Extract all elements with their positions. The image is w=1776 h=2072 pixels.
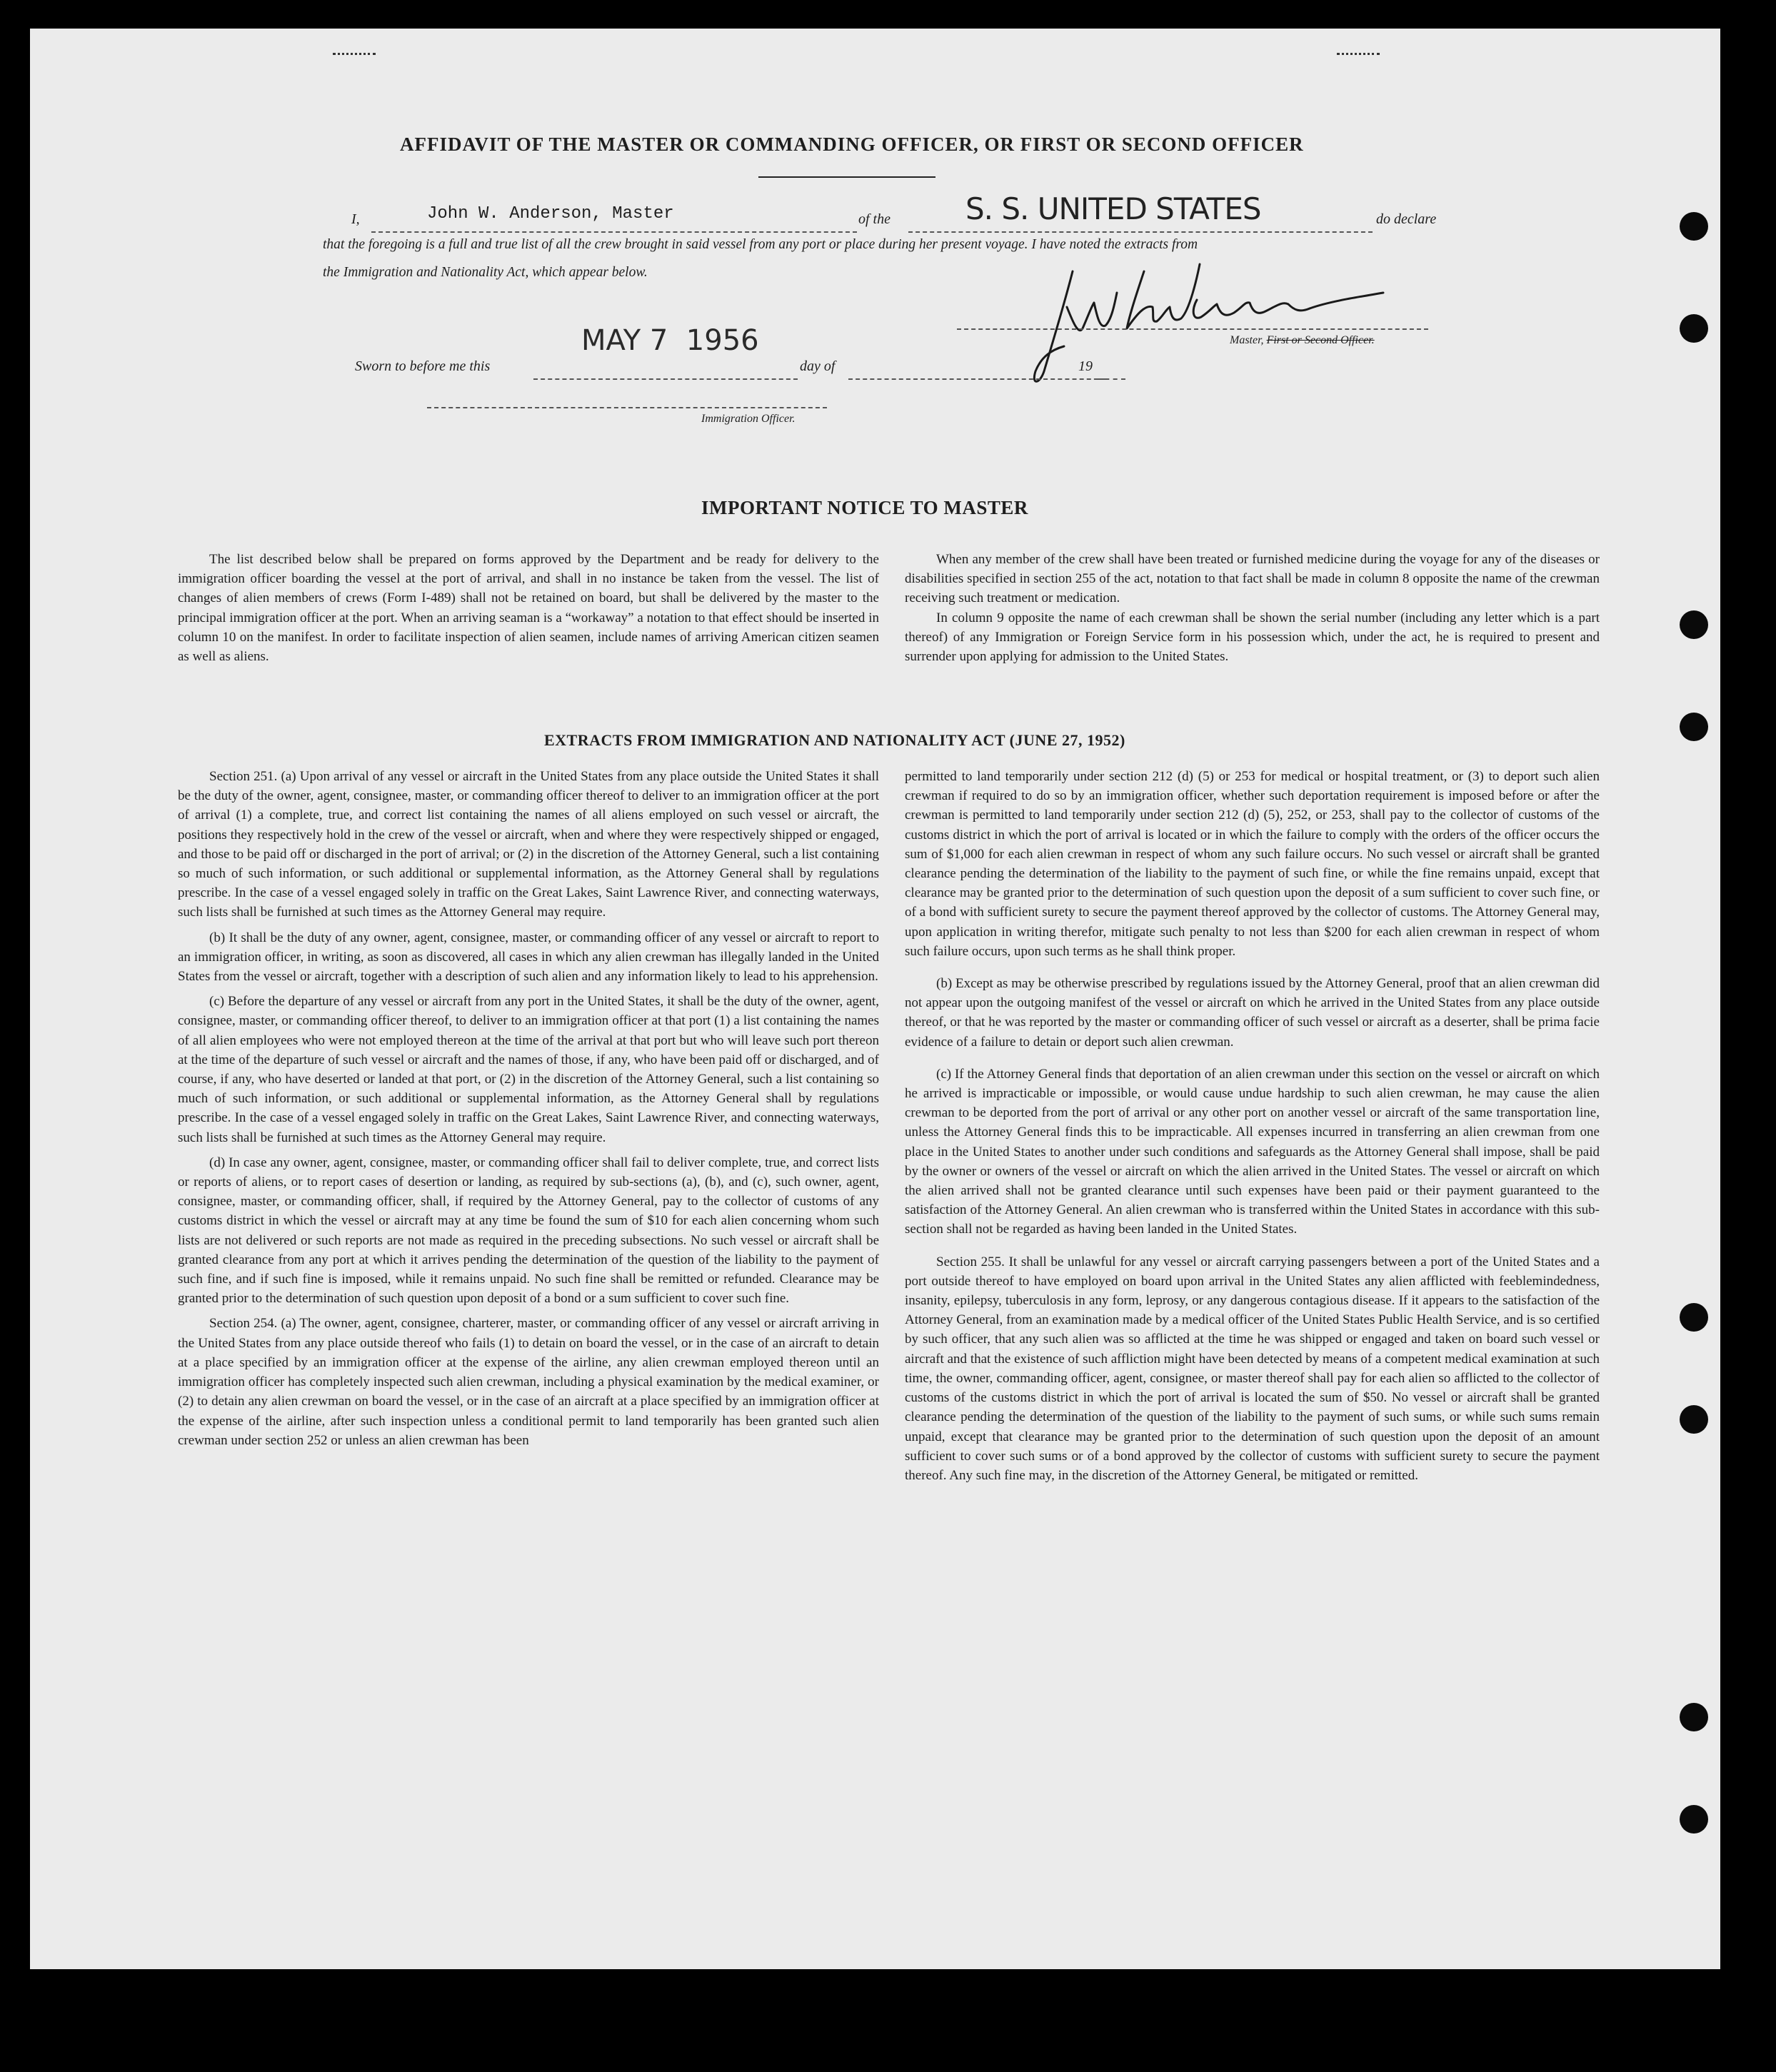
- notice-right-paragraph-2: In column 9 opposite the name of each crewman shall be shown the serial number (including any letter which is a part thereof) of any Immigration or Foreign Service form in his possession which, under the act, he is required to present and surrender upon applying for admission to the United States.: [905, 610, 1600, 665]
- extracts-right-column: [905, 767, 1600, 1491]
- binder-hole-5: [1680, 1303, 1708, 1332]
- declaration-line-1: that the foregoing is a full and true list of all the crew brought in said vessel from any port or place during her present voyage. I have noted the extracts from: [323, 237, 1198, 252]
- of-the-label: of the: [858, 211, 890, 227]
- notice-right-paragraph-1: When any member of the crew shall have been treated or furnished medicine during the voyage for any of the diseases or disabilities specified in section 255 of the act, notation to that fact shall be made in column 8 opposite the name of the crewman receiving such treatment or medication.: [905, 552, 1600, 606]
- declaration-line-2: the Immigration and Nationality Act, which appear below.: [323, 265, 648, 280]
- binder-hole-6: [1680, 1405, 1708, 1434]
- signature-line: [957, 327, 1428, 330]
- declarant-name: John W. Anderson, Master: [427, 204, 674, 223]
- notice-left-column: [178, 550, 879, 672]
- notice-left-paragraph: The list described below shall be prepared on forms approved by the Department and be ready for delivery to the immigration officer boarding the vessel at the port of arrival, and shall in no instance be taken from the vessel. The list of changes of alien members of crews (Form I-489) shall not be retained on board, but shall be delivered by the master to the principal immigration officer at the port. When an arriving seaman is a “workaway” a notation to that effect should be inserted in column 10 on the manifest. In order to facilitate inspection of alien seamen, include names of arriving American citizen seamen as well as aliens.: [178, 552, 879, 665]
- prefix-i: I,: [351, 211, 360, 227]
- sworn-prefix: Sworn to before me this: [355, 358, 491, 374]
- year-prefix: 19: [1078, 358, 1093, 374]
- sworn-date-stamp: MAY 7 1956: [581, 324, 759, 357]
- notice-heading: IMPORTANT NOTICE TO MASTER: [701, 497, 1028, 518]
- signer-title: [1230, 334, 1375, 347]
- day-of-label: day of: [800, 358, 836, 374]
- document-page: [30, 29, 1720, 1969]
- section-255: Section 255. It shall be unlawful for any vessel or aircraft carrying passengers between a port of the United States and a port outside thereof to have employed on board upon arrival in the United States any alien afflicted with feeblemindedness, insanity, epilepsy, tuberculosis in any form, leprosy, or any dangerous contagious disease. If it appears to the satisfaction of the Attorney General, from an examination made by a medical officer of the United States Public Health Service, and is so certified by such officer, that any such alien was so afflicted at the time he was shipped or engaged and taken on board such vessel or aircraft and that the existence of such affliction might have been detected by means of a competent medical examination at such time, the owner, commanding officer, agent, consignee, or master thereof shall pay for each alien so afflicted to the collector of customs of the customs district in which the port of arrival is located the sum of $50. No vessel or aircraft shall be granted clearance pending the determination of the question of the liability to the payment of such sums, or while such sums remain unpaid, except that clearance may be granted prior to the determination of such question upon the deposit of an amount sufficient to cover such sums or of a bond approved by the collector of customs with sufficient surety to secure the payment thereof. Any such fine may, in the discretion of the Attorney General, be mitigated or remitted.: [905, 1254, 1600, 1483]
- section-251-c: (c) Before the departure of any vessel or aircraft from any port in the United States, it shall be the duty of the owner, agent, consignee, master, or commanding officer thereof, to deliver to an immigration officer at that port (1) a list containing the names of all alien employees who were not employed thereon at the time of the arrival at that port but who will leave such port thereon at the time of the departure of such vessel or aircraft and the names of those, if any, who have been paid off or discharged, and of course, if any, who have deserted or landed at that port, or (2) in the discretion of the Attorney General, such a list containing so much of such information, or such additional or supplemental information, as the Attorney General shall by regulations prescribe. In the case of a vessel engaged solely in traffic on the Great Lakes, Saint Lawrence River, and connecting waterways, such lists shall be furnished at such times as the Attorney General may require.: [178, 994, 879, 1145]
- section-251-b: (b) It shall be the duty of any owner, agent, consignee, master, or commanding officer of any vessel or aircraft to report to an immigration officer, in writing, as soon as discovered, all cases in which any alien crewman has illegally landed in the United States from the vessel or aircraft, together with a description of such alien and any information likely to lead to his apprehension.: [178, 930, 879, 985]
- signer-title-master: Master,: [1230, 334, 1264, 346]
- binder-hole-1: [1680, 212, 1708, 241]
- section-251-d: (d) In case any owner, agent, consignee, master, or commanding officer shall fail to deliver complete, true, and correct lists or reports of aliens, or to report cases of desertion or landing, as required by sub-sections (a), (b), and (c), such owner, agent, consignee, master, or commanding officer, shall, if required by the Attorney General, pay to the collector of customs of any customs district in which the vessel or aircraft may at any time be found the sum of $10 for each alien concerning whom such lists are not delivered or such reports are not made as required in the preceding subsections. No such vessel or aircraft shall be granted clearance from any port at which it arrives pending the determination of the question of the liability to the payment of such fine, and if such fine is imposed, while it remains unpaid. No such fine shall be remitted or refunded. Clearance may be granted prior to the determination of such question upon deposit of a bond or a sum sufficient to cover such fine.: [178, 1155, 879, 1307]
- affidavit-heading: AFFIDAVIT OF THE MASTER OR COMMANDING OFFICER, OR FIRST OR SECOND OFFICER: [400, 134, 1304, 155]
- signer-title-struck: First or Second Officer.: [1266, 334, 1375, 346]
- officer-line: [427, 406, 827, 408]
- extracts-left-column: [178, 767, 879, 1456]
- month-line: [848, 364, 1105, 380]
- top-right-marks: [1337, 50, 1380, 55]
- extracts-heading: EXTRACTS FROM IMMIGRATION AND NATIONALITY ACT (JUNE 27, 1952): [544, 731, 1125, 749]
- binder-hole-3: [1680, 610, 1708, 639]
- binder-hole-8: [1680, 1805, 1708, 1834]
- sworn-day-line: [533, 364, 798, 380]
- top-left-marks: [333, 50, 376, 55]
- binder-hole-2: [1680, 314, 1708, 343]
- section-251-a: Section 251. (a) Upon arrival of any vessel or aircraft in the United States from any place outside the United States it shall be the duty of the owner, agent, consignee, master, or commanding officer thereof to deliver to an immigration officer at the port of arrival (1) a complete, true, and correct list containing the names of all aliens employed on such vessel or aircraft, the positions they respectively hold in the crew of the vessel or aircraft, when and where they were respectively shipped or engaged, and those to be paid off or discharged in the port of arrival; or (2) in the discretion of the Attorney General, such a list containing so much of such information, or such additional or supplemental information, as the Attorney General shall by regulations prescribe. In the case of a vessel engaged solely in traffic on the Great Lakes, Saint Lawrence River, and connecting waterways, such lists shall be furnished at such times as the Attorney General may require.: [178, 769, 879, 920]
- section-254-a-continued: permitted to land temporarily under section 212 (d) (5) or 253 for medical or hospital treatment, or (3) to deport such alien crewman if required to do so by an immigration officer, whether such deportation requirement is imposed before or after the crewman is permitted to land temporarily under section 212 (d) (5), 252, or 253, shall pay to the collector of customs of the customs district in which the port of arrival is located or in which the failure to comply with the orders of the officer occurs the sum of $1,000 for each alien crewman in respect of whom any such failure occurs. No such vessel or aircraft shall be granted clearance pending the determination of the liability to the payment of such fine, or while the fine remains unpaid, except that clearance may be granted prior to the determination of such question upon the deposit of a sum sufficient to cover such fine, or of a bond with sufficient surety to secure the payment thereof approved by the collector of customs. The Attorney General may, upon application in writing therefor, mitigate such penalty to not less than $200 for each alien crewman in respect of whom such failure occurs, upon such terms as he shall think proper.: [905, 769, 1600, 959]
- immigration-officer-label: Immigration Officer.: [701, 413, 796, 425]
- section-254-b: (b) Except as may be otherwise prescribed by regulations issued by the Attorney General, proof that an alien crewman did not appear upon the outgoing manifest of the vessel or aircraft on which he arrived in the United States from any place outside thereof, or that he was reported by the master or commanding officer of such vessel or aircraft as a deserter, shall be prima facie evidence of a failure to detain or deport such alien crewman.: [905, 976, 1600, 1050]
- binder-hole-7: [1680, 1703, 1708, 1731]
- heading-rule: [758, 176, 935, 178]
- vessel-name: S. S. UNITED STATES: [965, 191, 1261, 226]
- section-254-c: (c) If the Attorney General finds that deportation of an alien crewman under this section on the vessel or aircraft on which he arrived is impracticable or impossible, or would cause undue hardship to such alien crewman, he may cause the alien crewman to be deported from the port of arrival or any other port on another vessel or aircraft of the same transportation line, unless the Attorney General finds this to be impracticable. All expenses incurred in transferring an alien crewman from one place in the United States to another under such conditions and safeguards as the Attorney General shall impose, shall be paid by the owner or owners of the vessel or aircraft on which the alien arrived in the United States. The vessel or aircraft on which the alien arrived shall not be granted clearance until such expenses have been paid or their payment guaranteed to the satisfaction of the Attorney General. An alien crewman who is transferred within the United States in accordance with this sub-section shall not be regarded as having been landed in the United States.: [905, 1066, 1600, 1237]
- year-line: [1097, 364, 1125, 380]
- binder-hole-4: [1680, 713, 1708, 741]
- notice-right-column: [905, 550, 1600, 672]
- do-declare-label: do declare: [1376, 211, 1437, 227]
- section-254-a: Section 254. (a) The owner, agent, consignee, charterer, master, or commanding officer of any vessel or aircraft arriving in the United States from any place outside thereof who fails (1) to detain on board the vessel, or in the case of an aircraft to detain at a place specified by an immigration officer at the expense of the airline, any alien crewman employed thereon until an immigration officer has completely inspected such alien crewman, including a physical examination by the medical examiner, or (2) to detain any alien crewman on board the vessel, or in the case of an aircraft at a place specified by an immigration officer at the expense of the airline, after such inspection unless a conditional permit to land temporarily has been granted such alien crewman under section 252 or unless an alien crewman has been: [178, 1316, 879, 1448]
